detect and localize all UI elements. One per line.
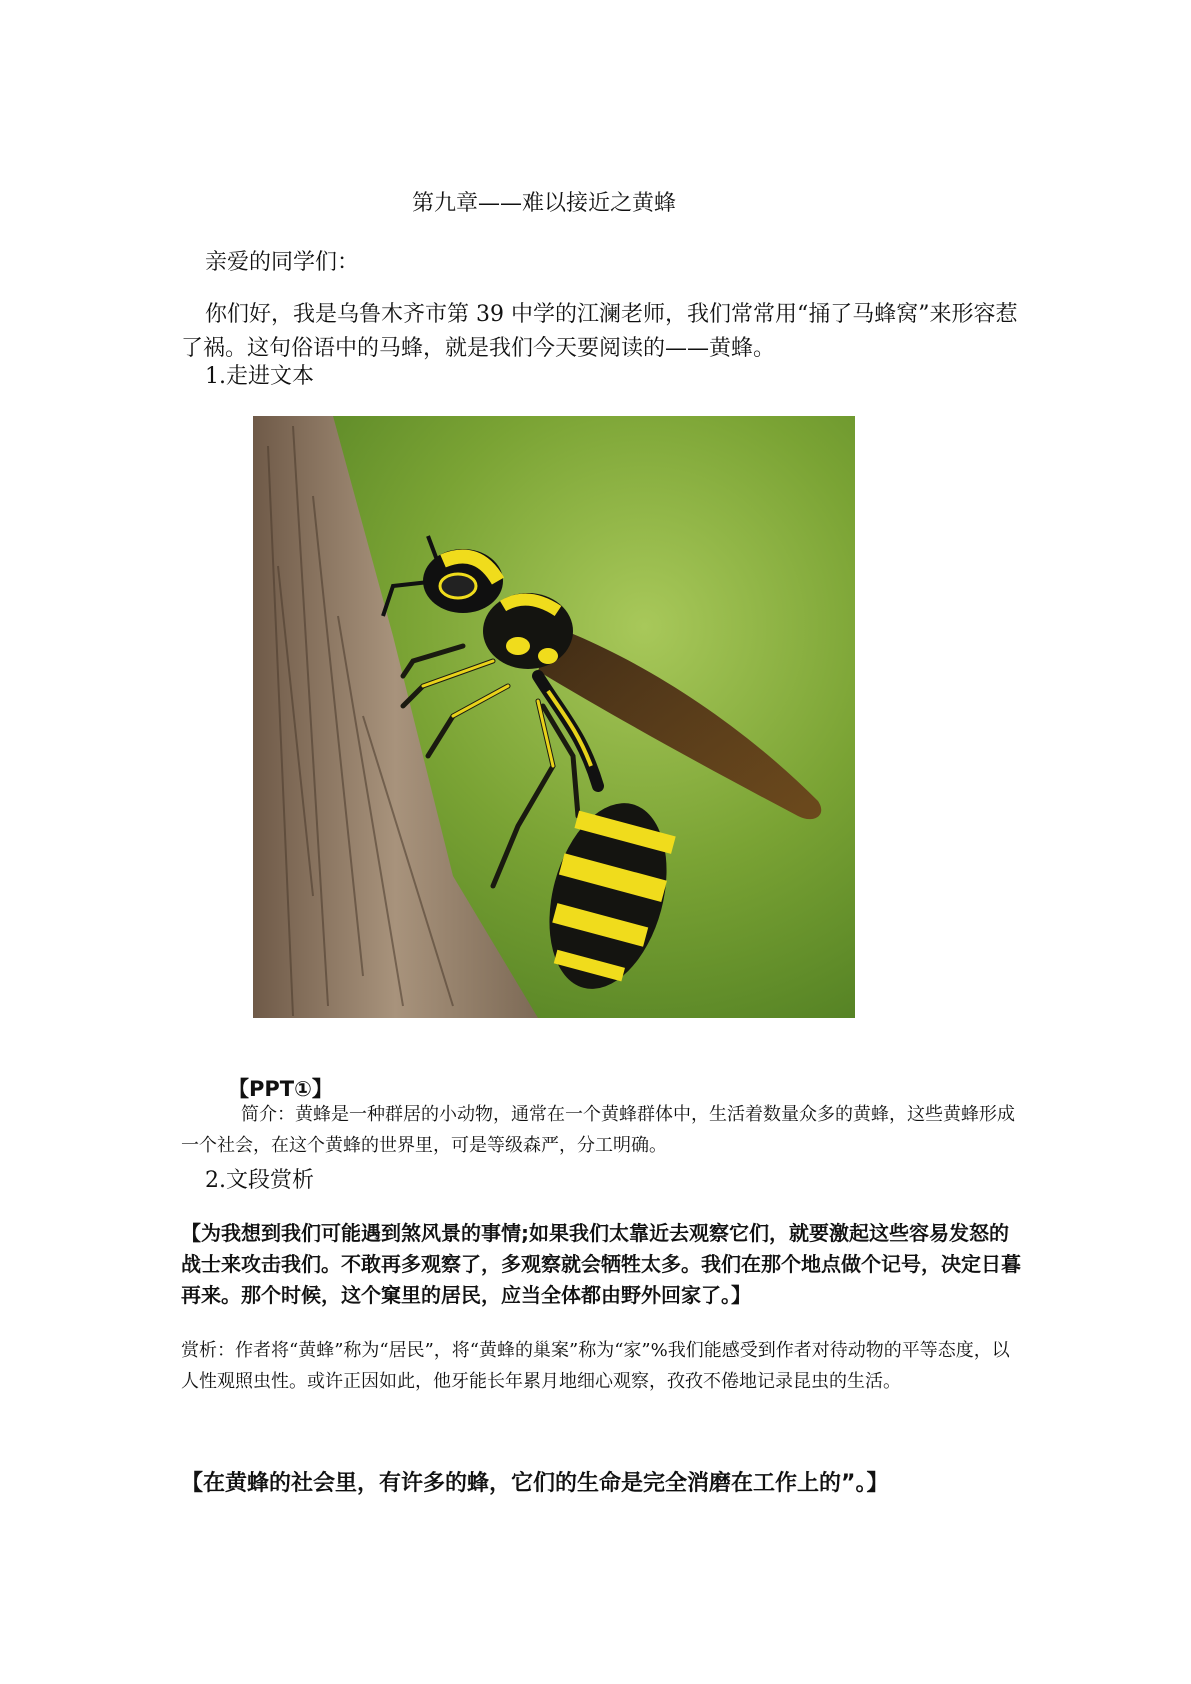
ppt-intro-text: 简介：黄蜂是一种群居的小动物，通常在一个黄蜂群体中，生活着数量众多的黄蜂，这些黄蜂形成一个社会，在这个黄蜂的世界里，可是等级森严，分工明确。 [181,1104,1015,1156]
section-heading-1: 1.走进文本 [205,364,314,389]
ppt-label: 【PPT①】 [228,1077,333,1101]
quote-block-1: 【为我想到我们可能遇到煞风景的事情;如果我们太靠近去观察它们，就要激起这些容易发怒的战士来攻击我们。不敢再多观察了，多观察就会牺牲太多。我们在那个地点做个记号，决定日暮再来。那个时候，这个窠里的居民，应当全体都由野外回家了。】 [181,1221,1021,1307]
quote-block-2: 【在黄蜂的社会里，有许多的蜂，它们的生命是完全消磨在工作上的”。】 [181,1471,889,1496]
intro-paragraph: 你们好，我是乌鲁木齐市第 39 中学的江澜老师，我们常常用“捅了马蜂窝”来形容惹了祸。这句俗语中的马蜂，就是我们今天要阅读的——黄蜂。 [181,302,1018,361]
greeting: 亲爱的同学们： [205,250,360,275]
page-title: 第九章——难以接近之黄蜂 [411,191,676,216]
wasp-photo [253,416,855,1018]
analysis-paragraph: 赏析：作者将“黄蜂”称为“居民”，将“黄蜂的巢案”称为“家”%我们能感受到作者对待动物的平等态度，以人性观照虫性。或许正因如此，他牙能长年累月地细心观察，孜孜不倦地记录昆虫的生活。 [181,1340,1010,1392]
section-heading-2: 2.文段赏析 [205,1168,314,1193]
